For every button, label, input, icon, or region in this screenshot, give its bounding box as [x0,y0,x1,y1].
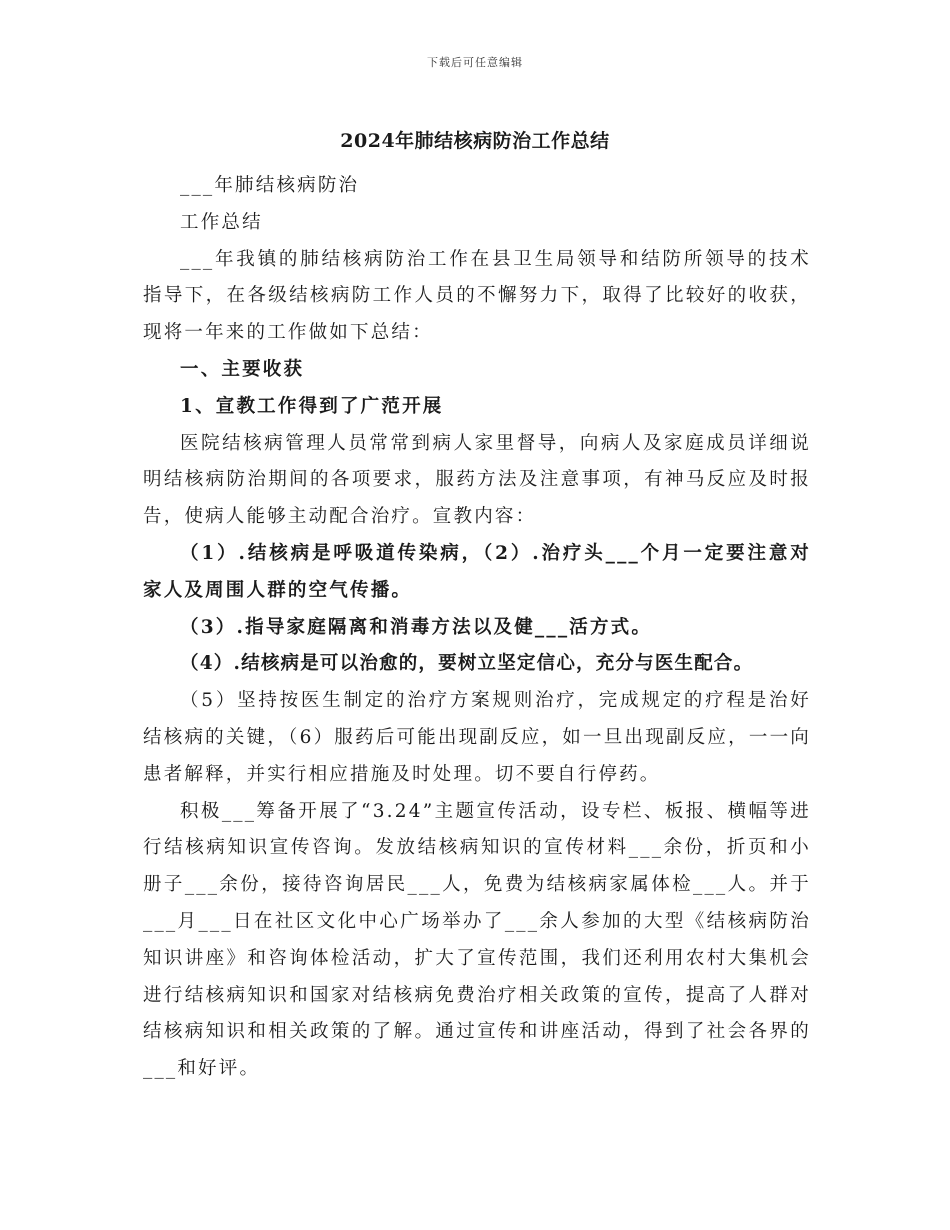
paragraph-education-item-4: （4）.结核病是可以治愈的，要树立坚定信心，充分与医生配合。 [180,653,754,675]
header-note: 下载后可任意编辑 [427,56,523,69]
paragraph-campaign-activities: 积极___筹备开展了“3.24”主题宣传活动，设专栏、板报、横幅等进行结核病知识宣传咨询。发放结核病知识的宣传材料___余份，折页和小册子___余份，接待咨询居民___人，免费为结核病家属体检___人。并于___月___日在社区文化中心广场举办了___余人参加的大型《结核病防治知识讲座》和咨询体检活动，扩大了宣传范围，我们还利用农村大集机会进行结核病知识和国家对结核病免费治疗相关政策的宣传，提高了人群对结核病知识和相关政策的了解。通过宣传和讲座活动，得到了社会各界的___和好评。 [143,800,811,1080]
paragraph-summary-heading: 工作总结 [180,211,263,233]
subsection-heading-education: 1、宣教工作得到了广范开展 [180,395,444,417]
paragraph-year-heading: ___年肺结核病防治 [180,175,360,196]
section-heading-main-achievements: 一、主要收获 [180,358,305,380]
paragraph-education-item-3: （3）.指导家庭隔离和消毒方法以及健___活方式。 [180,616,653,638]
paragraph-education-intro: 医院结核病管理人员常常到病人家里督导，向病人及家庭成员详细说明结核病防治期间的各项要求，服药方法及注意事项，有神马反应及时报告，使病人能够主动配合治疗。宣教内容： [143,432,811,528]
document-title: 2024年肺结核病防治工作总结 [340,130,610,152]
paragraph-education-item-1-2: （1）.结核病是呼吸道传染病，（2）.治疗头___个月一定要注意对家人及周围人群的空气传播。 [143,542,811,601]
paragraph-education-item-5-6: （5）坚持按医生制定的治疗方案规则治疗，完成规定的疗程是治好结核病的关键，（6）服药后可能出现副反应，如一旦出现副反应，一一向患者解释，并实行相应措施及时处理。切不要自行停药。 [143,690,811,785]
paragraph-intro: ___年我镇的肺结核病防治工作在县卫生局领导和结防所领导的技术指导下，在各级结核病防工作人员的不懈努力下，取得了比较好的收获，现将一年来的工作做如下总结： [143,248,811,344]
document-body [143,168,811,1088]
